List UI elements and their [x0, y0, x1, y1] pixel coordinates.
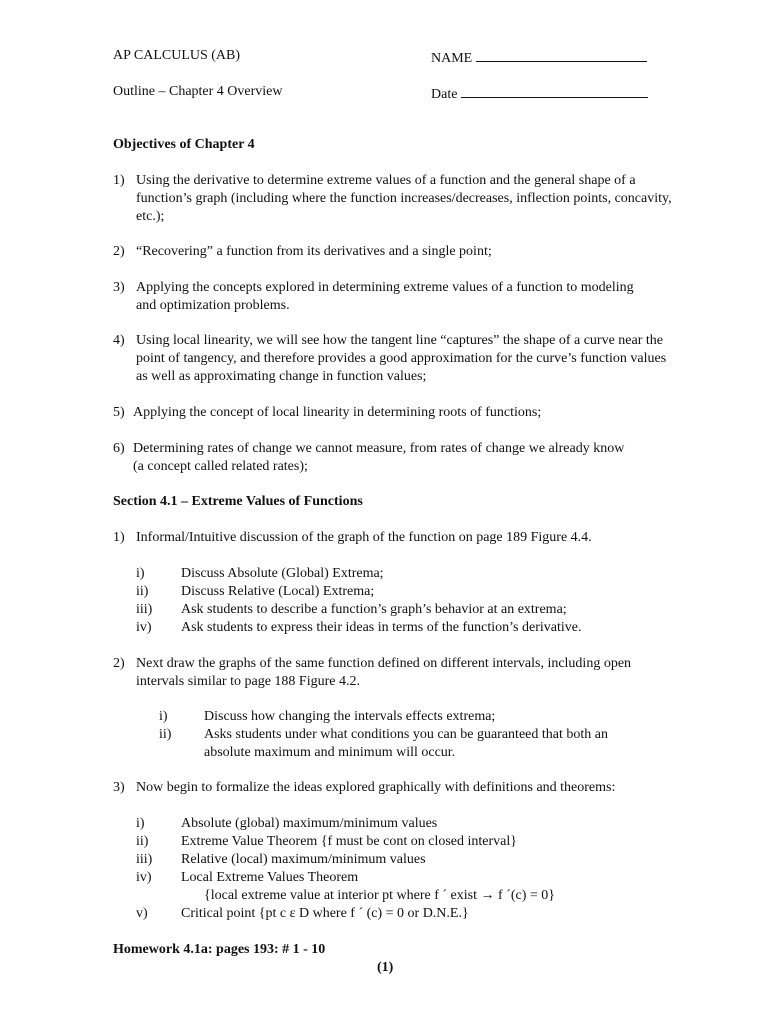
course-title: AP CALCULUS (AB): [113, 48, 241, 63]
objective-item: [113, 404, 673, 422]
objective-text: Determining rates of change we cannot measure, from rates of change we already know (a concept called related rates);: [133, 441, 625, 474]
date-field: [431, 83, 648, 104]
objective-item: [113, 332, 673, 386]
item-text: Informal/Intuitive discussion of the graph of the function on page 189 Figure 4.4.: [136, 530, 592, 545]
objective-text: Using the derivative to determine extreme values of a function and the general shape of a function’s graph (including where the function increases/decreases, inflection points, concavity, etc.);: [136, 173, 672, 224]
sub-item-text: Local Extreme Values Theorem: [181, 870, 359, 885]
page-number: (1): [377, 960, 394, 975]
sub-item: [136, 851, 656, 869]
section-item: [113, 779, 673, 797]
objective-number: 2): [113, 244, 125, 259]
item-text: Now begin to formalize the ideas explored graphically with definitions and theorems:: [136, 780, 616, 795]
roman-numeral: i): [136, 566, 145, 581]
section-heading: Section 4.1 – Extreme Values of Functions: [113, 494, 363, 509]
objective-item: [113, 172, 673, 226]
objective-number: 5): [113, 405, 125, 420]
theorem-statement: [136, 887, 656, 905]
sub-item-text: Relative (local) maximum/minimum values: [181, 852, 426, 867]
item-number: 1): [113, 530, 125, 545]
sub-item: [136, 619, 656, 637]
objective-number: 1): [113, 173, 125, 188]
sub-item: [136, 583, 656, 601]
sub-item-text: Ask students to express their ideas in terms of the function’s derivative.: [181, 620, 582, 635]
sub-item: [136, 869, 656, 887]
objective-item: [113, 440, 673, 476]
item-number: 2): [113, 656, 125, 671]
date-label: Date: [431, 87, 458, 102]
objective-text: “Recovering” a function from its derivatives and a single point;: [136, 244, 492, 259]
homework-line: Homework 4.1a: pages 193: # 1 - 10: [113, 942, 326, 957]
sub-item-text: Discuss Absolute (Global) Extrema;: [181, 566, 384, 581]
sub-item-text: Critical point {pt c ε D where f ´ (c) = 0 or D.N.E.}: [181, 906, 469, 921]
sub-item: [136, 815, 656, 833]
sub-item-text: Absolute (global) maximum/minimum values: [181, 816, 438, 831]
sub-item-text: Asks students under what conditions you can be guaranteed that both an absolute maximum and minimum will occur.: [204, 727, 608, 760]
name-label: NAME: [431, 51, 473, 66]
roman-numeral: ii): [136, 834, 149, 849]
sub-item-text: Discuss Relative (Local) Extrema;: [181, 584, 375, 599]
objective-text: Using local linearity, we will see how the tangent line “captures” the shape of a curve near the point of tangency, and therefore provides a good approximation for the curve’s function values as well as approximating change in function values;: [136, 333, 667, 384]
sub-item: [136, 565, 656, 583]
theorem-text: {local extreme value at interior pt where f ´ exist → f ´(c) = 0}: [204, 888, 555, 903]
sub-item: [136, 833, 656, 851]
outline-title: Outline – Chapter 4 Overview: [113, 84, 283, 99]
section-item: [113, 655, 673, 691]
roman-numeral: i): [159, 709, 168, 724]
sub-item-text: Discuss how changing the intervals effects extrema;: [204, 709, 496, 724]
roman-numeral: iv): [136, 620, 152, 635]
objective-item: [113, 243, 673, 261]
roman-numeral: iii): [136, 852, 153, 867]
sub-item: [159, 726, 649, 762]
objective-number: 3): [113, 280, 125, 295]
sub-item-text: Extreme Value Theorem {f must be cont on closed interval}: [181, 834, 517, 849]
roman-numeral: iii): [136, 602, 153, 617]
roman-numeral: i): [136, 816, 145, 831]
sub-item: [136, 601, 656, 619]
roman-numeral: iv): [136, 870, 152, 885]
objective-text: Applying the concepts explored in determining extreme values of a function to modeling and optimization problems.: [136, 280, 634, 313]
item-number: 3): [113, 780, 125, 795]
objective-item: [113, 279, 673, 315]
item-text: Next draw the graphs of the same function defined on different intervals, including open intervals similar to page 188 Figure 4.2.: [136, 656, 632, 689]
objectives-heading: Objectives of Chapter 4: [113, 137, 255, 152]
section-item: [113, 529, 673, 547]
name-blank-line[interactable]: [476, 47, 647, 62]
roman-numeral: ii): [159, 727, 172, 742]
roman-numeral: ii): [136, 584, 149, 599]
objective-number: 6): [113, 441, 125, 456]
name-field: [431, 47, 647, 68]
roman-numeral: v): [136, 906, 148, 921]
objective-text: Applying the concept of local linearity in determining roots of functions;: [133, 405, 542, 420]
objective-number: 4): [113, 333, 125, 348]
sub-item-text: Ask students to describe a function’s graph’s behavior at an extrema;: [181, 602, 567, 617]
date-blank-line[interactable]: [461, 83, 648, 98]
sub-item: [159, 708, 649, 726]
sub-item: [136, 905, 656, 923]
